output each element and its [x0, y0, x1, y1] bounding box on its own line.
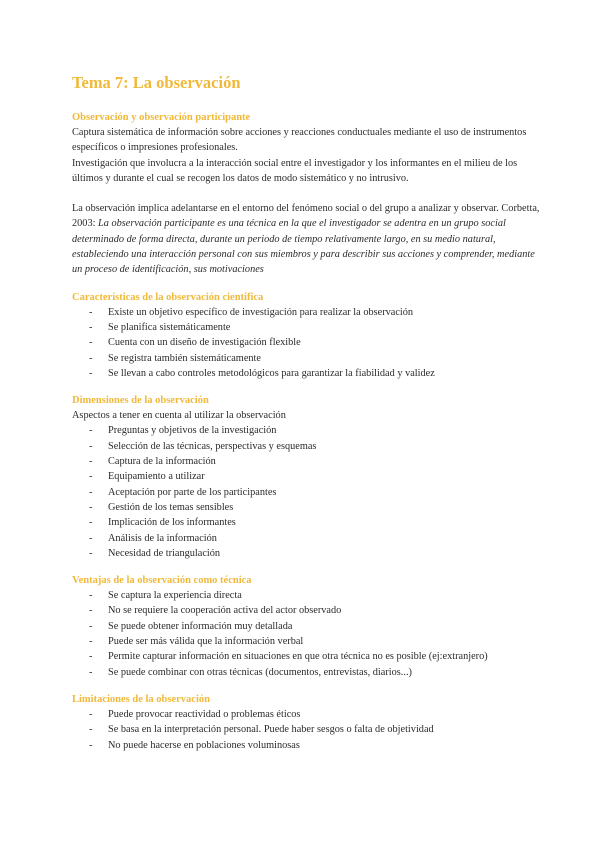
- dash-bullet-icon: -: [89, 367, 93, 379]
- list-item-text: Captura de la información: [108, 456, 216, 468]
- corbetta-quote: La observación participante es una técnica en la que el investigador se adentra en un grupo social determinado de forma directa, durante un periodo de tiempo relativamente largo, en su medio natural, estableciendo una interacción personal con sus miembros y para describir sus acciones y comprender, mediante un proceso de identificación, sus motivaciones: [72, 218, 535, 276]
- spacer: [72, 381, 540, 393]
- list-item: [72, 738, 540, 753]
- list-item-text: Puede ser más válida que la información verbal: [108, 636, 304, 648]
- list-item-text: No puede hacerse en poblaciones voluminosas: [108, 739, 300, 751]
- list-item: [72, 665, 540, 680]
- list-item: [72, 603, 540, 618]
- section-heading-caracteristicas: Características de la observación científica: [72, 291, 264, 303]
- list-item-text: Selección de las técnicas, perspectivas y esquemas: [108, 440, 317, 452]
- list-item-text: Puede provocar reactividad o problemas éticos: [108, 708, 301, 720]
- dash-bullet-icon: -: [89, 708, 93, 720]
- dash-bullet-icon: -: [89, 666, 93, 678]
- dash-bullet-icon: -: [89, 486, 93, 498]
- list-item: [72, 305, 540, 320]
- paragraph-participant-definition: Investigación que involucra a la interacción social entre el investigador y los informantes en el milieu de los últimos y durante el cual se recogen los datos de modo sistemático y no intrusivo.: [72, 157, 518, 184]
- list-item: [72, 546, 540, 561]
- spacer: [72, 186, 540, 201]
- dash-bullet-icon: -: [89, 605, 93, 617]
- page-title: Tema 7: La observación: [72, 73, 241, 92]
- paragraph-corbetta: [72, 201, 540, 277]
- dash-bullet-icon: -: [89, 321, 93, 333]
- list-item-text: Permite capturar información en situaciones en que otra técnica no es posible (ej:extranjero): [108, 651, 488, 663]
- spacer: [72, 680, 540, 692]
- list-item-text: Se registra también sistemáticamente: [108, 352, 261, 364]
- spacer: [72, 561, 540, 573]
- list-item-text: Se planifica sistemáticamente: [108, 321, 231, 333]
- dash-bullet-icon: -: [89, 651, 93, 663]
- list-item: [72, 351, 540, 366]
- list-item-text: Cuenta con un diseño de investigación flexible: [108, 337, 301, 349]
- dash-bullet-icon: -: [89, 547, 93, 559]
- list-item-text: Se puede obtener información muy detallada: [108, 620, 293, 632]
- list-item-text: Se basa en la interpretación personal. Puede haber sesgos o falta de objetividad: [108, 724, 434, 736]
- list-item: [72, 439, 540, 454]
- list-item-text: Análisis de la información: [108, 532, 217, 544]
- dash-bullet-icon: -: [89, 456, 93, 468]
- dash-bullet-icon: -: [89, 425, 93, 437]
- dash-bullet-icon: -: [89, 532, 93, 544]
- dash-bullet-icon: -: [89, 352, 93, 364]
- list-item: [72, 722, 540, 737]
- dash-bullet-icon: -: [89, 620, 93, 632]
- paragraph-dimensiones-intro: Aspectos a tener en cuenta al utilizar la observación: [72, 410, 286, 422]
- section-heading-dimensiones: Dimensiones de la observación: [72, 395, 209, 407]
- dash-bullet-icon: -: [89, 517, 93, 529]
- list-caracteristicas: [72, 305, 540, 381]
- list-item: [72, 707, 540, 722]
- dash-bullet-icon: -: [89, 306, 93, 318]
- list-item: [72, 649, 540, 664]
- dash-bullet-icon: -: [89, 337, 93, 349]
- dash-bullet-icon: -: [89, 440, 93, 452]
- dash-bullet-icon: -: [89, 471, 93, 483]
- list-item: [72, 500, 540, 515]
- list-dimensiones: [72, 423, 540, 561]
- list-item: [72, 485, 540, 500]
- list-item: [72, 454, 540, 469]
- list-item: [72, 366, 540, 381]
- section-heading-ventajas: Ventajas de la observación como técnica: [72, 575, 252, 587]
- spacer: [72, 278, 540, 290]
- paragraph-definition: Captura sistemática de información sobre acciones y reacciones conductuales mediante el uso de instrumentos específicos o impresiones profesionales.: [72, 127, 527, 154]
- list-item-text: Equipamiento a utilizar: [108, 471, 205, 483]
- dash-bullet-icon: -: [89, 590, 93, 602]
- list-item-text: Gestión de los temas sensibles: [108, 501, 234, 513]
- list-item-text: Se captura la experiencia directa: [108, 590, 242, 602]
- list-item: [72, 619, 540, 634]
- list-item-text: Aceptación por parte de los participantes: [108, 486, 277, 498]
- list-item-text: Se puede combinar con otras técnicas (documentos, entrevistas, diarios...): [108, 666, 412, 678]
- list-item-text: Implicación de los informantes: [108, 517, 236, 529]
- dash-bullet-icon: -: [89, 739, 93, 751]
- list-item-text: Existe un objetivo específico de investigación para realizar la observación: [108, 306, 414, 318]
- list-item: [72, 515, 540, 530]
- dash-bullet-icon: -: [89, 724, 93, 736]
- list-item: [72, 423, 540, 438]
- corbetta-intro-text: La observación implica adelantarse en el entorno del fenómeno social o del grupo a analizar y observar. Corbetta, 2003:: [72, 203, 540, 230]
- list-item-text: Necesidad de triangulación: [108, 547, 221, 559]
- list-ventajas: [72, 588, 540, 680]
- list-limitaciones: [72, 707, 540, 753]
- list-item-text: Preguntas y objetivos de la investigación: [108, 425, 277, 437]
- dash-bullet-icon: -: [89, 636, 93, 648]
- list-item: [72, 531, 540, 546]
- section-heading-observacion-participante: Observación y observación participante: [72, 112, 251, 123]
- list-item: [72, 588, 540, 603]
- list-item: [72, 469, 540, 484]
- dash-bullet-icon: -: [89, 501, 93, 513]
- list-item-text: Se llevan a cabo controles metodológicos para garantizar la fiabilidad y validez: [108, 367, 435, 379]
- section-heading-limitaciones: Limitaciones de la observación: [72, 693, 210, 705]
- list-item-text: No se requiere la cooperación activa del actor observado: [108, 605, 342, 617]
- list-item: [72, 320, 540, 335]
- list-item: [72, 335, 540, 350]
- list-item: [72, 634, 540, 649]
